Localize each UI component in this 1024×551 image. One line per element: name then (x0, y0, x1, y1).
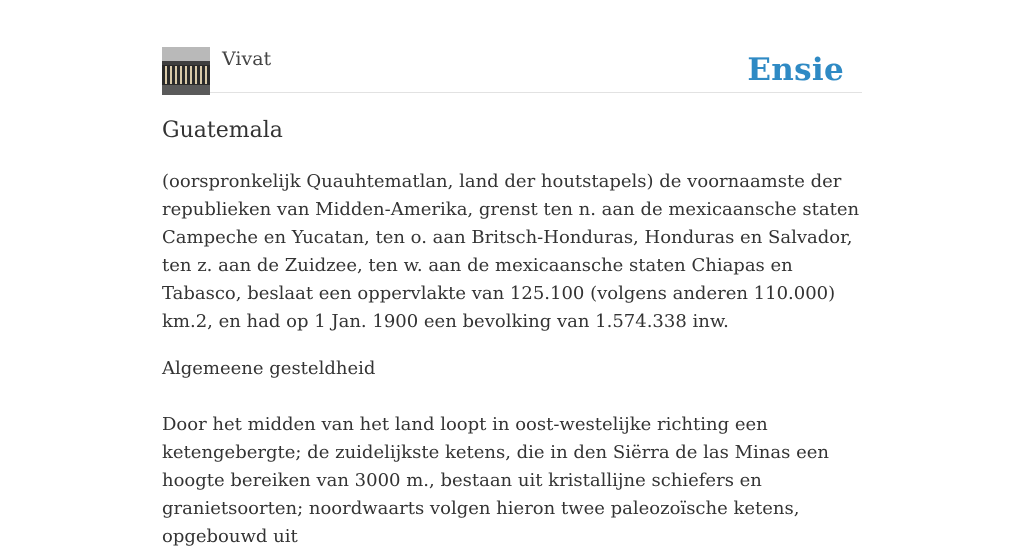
site-logo[interactable]: Ensie (747, 52, 844, 88)
avatar-image-icon (162, 47, 210, 95)
page-title: Guatemala (162, 118, 283, 143)
article-body (162, 168, 862, 551)
author-name[interactable]: Vivat (222, 48, 272, 70)
article-paragraph: Door het midden van het land loopt in oost-westelijke richting een ketengebergte; de zuidelijkste ketens, die in den Siërra de las Minas een hoogte bereiken van 3000 m., bestaan uit kristallijne schiefers en granietsoorten; noordwaarts volgen hieron twee paleozoïsche ketens, opgebouwd uit (162, 414, 829, 547)
header (162, 46, 862, 93)
section-heading: Algemeene gesteldheid (162, 358, 376, 379)
avatar[interactable] (162, 47, 210, 95)
article-paragraph: (oorspronkelijk Quauhtematlan, land der houtstapels) de voornaamste der republieken van Midden-Amerika, grenst ten n. aan de mexicaansche staten Campeche en Yucatan, ten o. aan Britsch-Honduras, Honduras en Salvador, ten z. aan de Zuidzee, ten w. aan de mexicaansche staten Chiapas en Tabasco, beslaat een oppervlakte van 125.100 (volgens anderen 110.000) km.2, en had op 1 Jan. 1900 een bevolking van 1.574.338 inw. (162, 171, 860, 332)
